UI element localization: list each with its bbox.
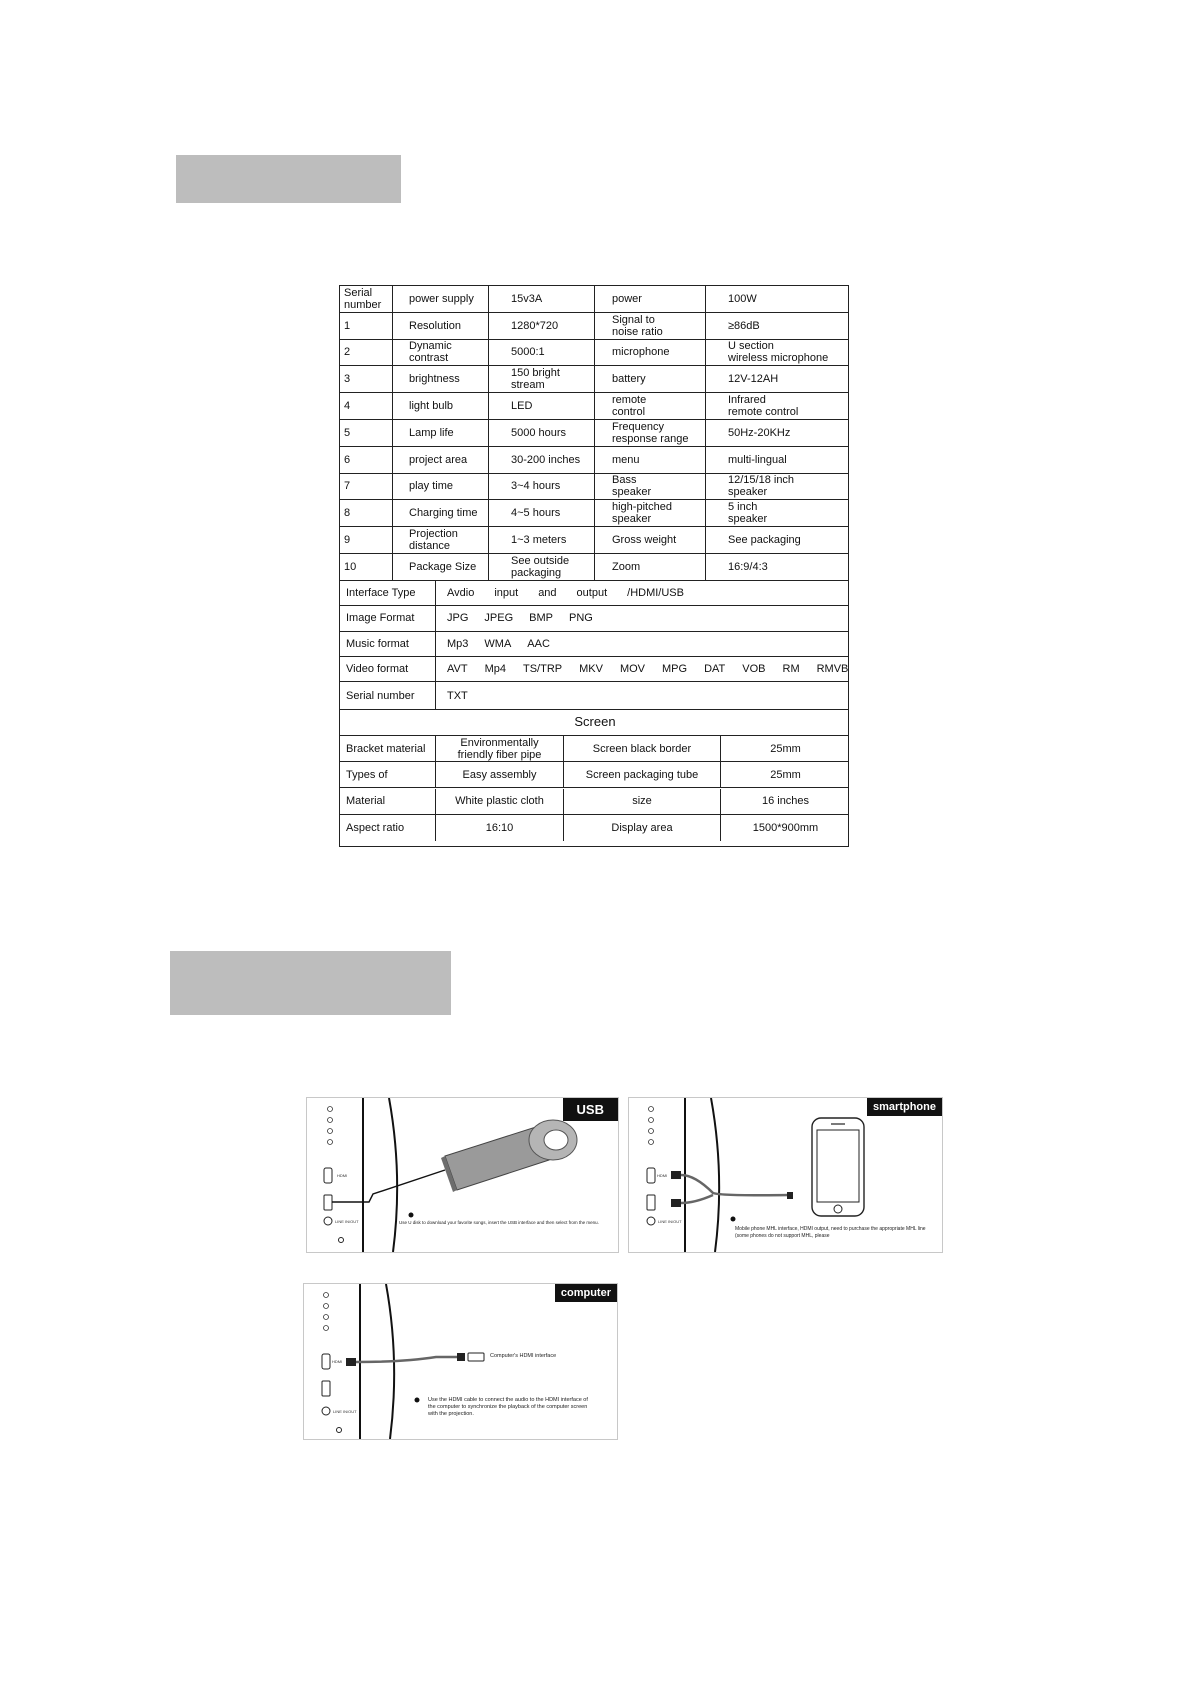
computer-note: Use the HDMI cable to connect the audio to the HDMI interface of the computer to synchronize the playback of the computer screen with the projection.: [428, 1397, 588, 1417]
spec-row: [340, 447, 848, 474]
spec-cell: 9: [344, 534, 351, 547]
smartphone-tag: smartphone: [867, 1098, 942, 1116]
format-values: [435, 581, 850, 605]
format-item: MPG: [662, 663, 688, 676]
screen-cell: Types of: [346, 768, 388, 781]
format-label: Serial number: [346, 689, 415, 702]
format-row: [340, 657, 848, 682]
spec-row: [340, 554, 848, 581]
spec-cell: 2: [344, 346, 351, 359]
spec-cell: 5 inch speaker: [705, 500, 850, 526]
spec-cell: 12V-12AH: [705, 366, 850, 392]
hdmi-port-label: HDMI: [332, 1359, 343, 1364]
spec-cell: 15v3A: [488, 286, 594, 312]
spec-cell: 3~4 hours: [488, 474, 594, 500]
screen-header-row: [340, 710, 848, 736]
section-header-bar-1: [176, 155, 401, 203]
spec-cell: 8: [344, 507, 351, 520]
smartphone-note: Mobile phone MHL interface, HDMI output, need to purchase the appropriate MHL line (some phones do not support MHL, please: [735, 1226, 926, 1239]
screen-cell: Screen black border: [563, 736, 720, 761]
spec-cell: LED: [488, 393, 594, 419]
format-item: WMA: [484, 637, 512, 650]
format-item: input: [494, 586, 519, 599]
spec-cell: Zoom: [594, 554, 705, 580]
format-item: TXT: [447, 689, 468, 702]
spec-cell: 4: [344, 400, 351, 413]
spec-cell: play time: [392, 474, 488, 500]
hdmi-port-label: HDMI: [337, 1173, 348, 1178]
spec-cell: Infrared remote control: [705, 393, 850, 419]
spec-cell: 4~5 hours: [488, 500, 594, 526]
spec-cell: 100W: [705, 286, 850, 312]
computer-tag: computer: [555, 1284, 617, 1302]
spec-cell: brightness: [392, 366, 488, 392]
format-item: TS/TRP: [522, 663, 563, 676]
spec-cell: 7: [344, 480, 351, 493]
screen-cell: Screen packaging tube: [563, 762, 720, 787]
usb-connection-panel: [306, 1097, 619, 1253]
computer-connection-panel: [303, 1283, 618, 1440]
spec-cell: Dynamic contrast: [392, 340, 488, 366]
spec-cell: Charging time: [392, 500, 488, 526]
spec-row: [340, 500, 848, 527]
screen-cell: Environmentally friendly fiber pipe: [435, 736, 563, 761]
spec-cell: light bulb: [392, 393, 488, 419]
spec-row: [340, 366, 848, 393]
spec-cell: 30-200 inches: [488, 447, 594, 473]
format-row: [340, 606, 848, 631]
format-row: [340, 581, 848, 606]
spec-cell: power: [594, 286, 705, 312]
spec-cell: microphone: [594, 340, 705, 366]
screen-cell: Aspect ratio: [346, 821, 405, 834]
format-item: JPEG: [484, 612, 514, 625]
spec-row: [340, 286, 848, 313]
usb-tag: USB: [563, 1098, 618, 1121]
hdmi-port-label: HDMI: [657, 1173, 668, 1178]
screen-row: [340, 762, 848, 788]
spec-cell: project area: [392, 447, 488, 473]
line-port-label: LINE IN/OUT: [658, 1219, 682, 1224]
format-label: Image Format: [346, 612, 415, 625]
format-item: MOV: [619, 663, 646, 676]
spec-cell: Projection distance: [392, 527, 488, 553]
screen-cell: 16:10: [435, 815, 563, 841]
format-item: JPG: [447, 612, 469, 625]
spec-cell: 1280*720: [488, 313, 594, 339]
screen-cell: 1500*900mm: [720, 815, 850, 841]
spec-row: [340, 340, 848, 367]
format-items: [447, 663, 865, 675]
format-item: AAC: [527, 637, 550, 650]
screen-row: [340, 736, 848, 762]
screen-cell: White plastic cloth: [435, 789, 563, 814]
format-label: Music format: [346, 637, 409, 650]
line-port-label: LINE IN/OUT: [335, 1219, 359, 1224]
screen-cell: 16 inches: [720, 789, 850, 814]
spec-cell: power supply: [392, 286, 488, 312]
format-values: [435, 606, 850, 630]
spec-cell: ≥86dB: [705, 313, 850, 339]
screen-row: [340, 815, 848, 841]
screen-row: [340, 789, 848, 815]
spec-cell: 6: [344, 453, 351, 466]
format-item: Mp3: [447, 637, 469, 650]
format-item: /HDMI/USB: [627, 586, 684, 599]
screen-cell: 25mm: [720, 762, 850, 787]
spec-cell: high-pitched speaker: [594, 500, 705, 526]
format-values: [435, 632, 850, 656]
spec-cell: Gross weight: [594, 527, 705, 553]
spec-cell: Resolution: [392, 313, 488, 339]
spec-cell: 5: [344, 426, 351, 439]
screen-cell: Easy assembly: [435, 762, 563, 787]
format-items: [447, 612, 609, 624]
format-item: RM: [782, 663, 800, 676]
spec-cell: 50Hz-20KHz: [705, 420, 850, 446]
spec-cell: battery: [594, 366, 705, 392]
spec-cell: 16:9/4:3: [705, 554, 850, 580]
format-item: output: [576, 586, 608, 599]
spec-row: [340, 474, 848, 501]
usb-note: Use U disk to download your favorite songs, insert the USB interface and then select from the menu.: [399, 1220, 599, 1225]
usb-drive-icon: [441, 1120, 577, 1192]
spec-row: [340, 420, 848, 447]
smartphone-icon: [812, 1118, 864, 1216]
format-item: Mp4: [484, 663, 506, 676]
spec-row: [340, 313, 848, 340]
format-item: VOB: [742, 663, 766, 676]
usb-diagram: [307, 1098, 618, 1252]
spec-cell: 3: [344, 373, 351, 386]
spec-cell: See outside packaging: [488, 554, 594, 580]
spec-cell: U section wireless microphone: [705, 340, 850, 366]
spec-cell: menu: [594, 447, 705, 473]
format-values: [435, 682, 850, 709]
computer-hdmi-callout: Computer's HDMI interface: [490, 1353, 557, 1359]
spec-cell: 1: [344, 319, 351, 332]
format-item: RMVB: [816, 663, 849, 676]
smartphone-connection-panel: [628, 1097, 943, 1253]
section-header-bar-2: [170, 951, 451, 1015]
screen-cell: 25mm: [720, 736, 850, 761]
format-items: [447, 638, 566, 650]
spec-cell: Bass speaker: [594, 474, 705, 500]
screen-title: Screen: [574, 714, 616, 730]
spec-row: [340, 527, 848, 554]
spec-cell: Frequency response range: [594, 420, 705, 446]
format-row: [340, 632, 848, 657]
format-items: [447, 587, 704, 599]
screen-cell: Material: [346, 795, 386, 808]
spec-table: [339, 285, 849, 847]
spec-cell: See packaging: [705, 527, 850, 553]
screen-cell: Display area: [563, 815, 720, 841]
spec-cell: multi-lingual: [705, 447, 850, 473]
format-item: Avdio: [447, 586, 475, 599]
line-port-label: LINE IN/OUT: [333, 1409, 357, 1414]
spec-cell: 12/15/18 inch speaker: [705, 474, 850, 500]
spec-cell: Package Size: [392, 554, 488, 580]
spec-cell: 5000:1: [488, 340, 594, 366]
format-label: Video format: [346, 663, 409, 676]
format-row: [340, 682, 848, 710]
spec-cell: 150 bright stream: [488, 366, 594, 392]
spec-cell: 1~3 meters: [488, 527, 594, 553]
screen-cell: size: [563, 789, 720, 814]
format-item: and: [538, 586, 557, 599]
spec-cell: 10: [344, 560, 357, 573]
format-item: BMP: [529, 612, 553, 625]
spec-cell: remote control: [594, 393, 705, 419]
format-label: Interface Type: [346, 586, 416, 599]
format-values: [435, 657, 850, 681]
format-item: AVT: [447, 663, 468, 676]
format-item: MKV: [579, 663, 603, 676]
spec-cell: Signal to noise ratio: [594, 313, 705, 339]
spec-cell: Lamp life: [392, 420, 488, 446]
spec-cell: Serial number: [344, 286, 382, 311]
screen-cell: Bracket material: [346, 742, 426, 755]
spec-cell: 5000 hours: [488, 420, 594, 446]
format-items: [447, 690, 484, 702]
format-item: DAT: [704, 663, 726, 676]
format-item: PNG: [568, 612, 593, 625]
spec-row: [340, 393, 848, 420]
